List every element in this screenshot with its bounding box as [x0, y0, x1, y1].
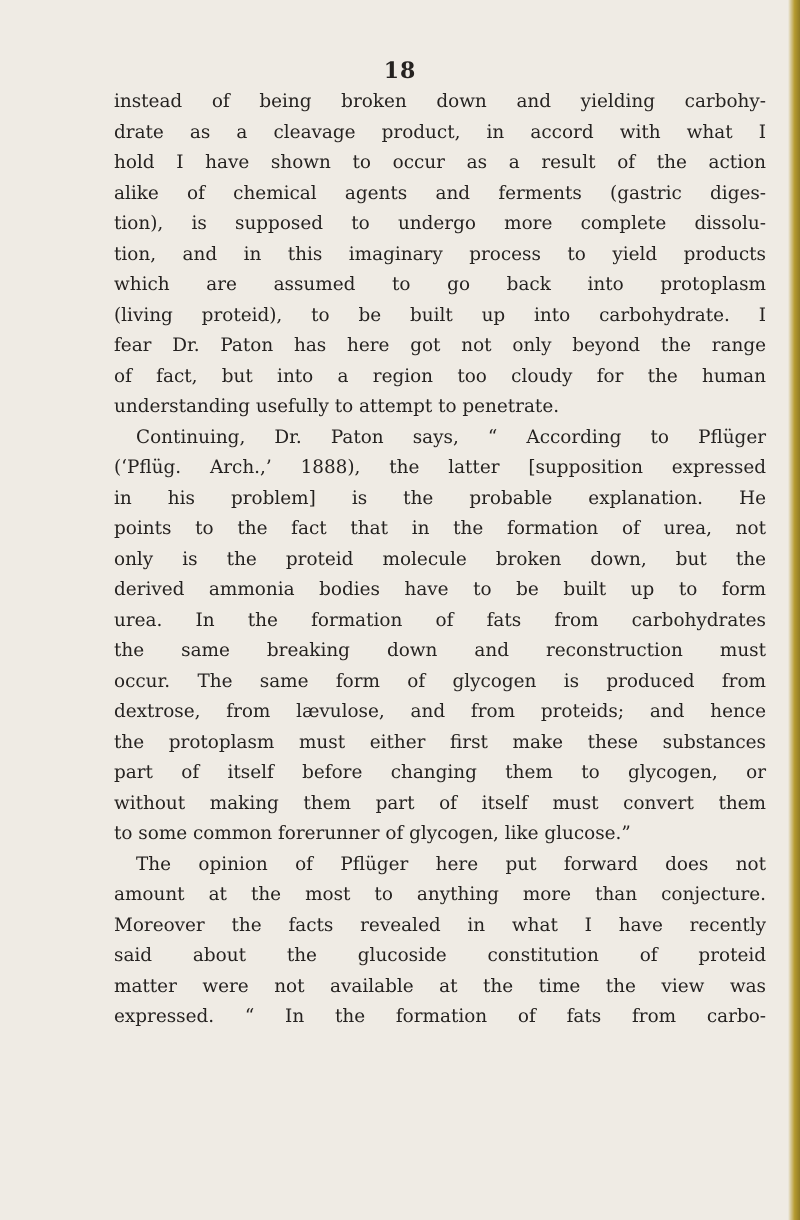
- text-line: Continuing, Dr. Paton says, “ According to Pflüger: [136, 426, 766, 448]
- text-line: tion), is supposed to undergo more complete dissolu-: [114, 213, 766, 234]
- text-line: to some common forerunner of glycogen, like glucose.”: [114, 823, 631, 844]
- text-line: which are assumed to go back into protoplasm: [114, 274, 766, 295]
- text-line: expressed. “ In the formation of fats from carbo-: [114, 1006, 766, 1027]
- text-line: part of itself before changing them to glycogen, or: [114, 762, 766, 783]
- text-line: dextrose, from lævulose, and from proteids; and hence: [114, 701, 766, 722]
- text-line: amount at the most to anything more than conjecture.: [114, 884, 766, 905]
- text-line: of fact, but into a region too cloudy for the human: [114, 365, 766, 387]
- text-line: points to the fact that in the formation of urea, not: [114, 518, 766, 539]
- page-edge-gilt: [788, 0, 800, 1220]
- text-line: The opinion of Pflüger here put forward does not: [136, 853, 766, 875]
- text-line: tion, and in this imaginary process to yield products: [114, 243, 766, 265]
- text-line: the protoplasm must either first make these substances: [114, 731, 766, 753]
- text-line: matter were not available at the time the view was: [114, 975, 766, 997]
- body-text: [114, 87, 766, 1033]
- text-line: fear Dr. Paton has here got not only beyond the range: [114, 335, 766, 356]
- text-line: occur. The same form of glycogen is produced from: [114, 670, 766, 692]
- page-number: 18: [383, 58, 417, 84]
- text-line: in his problem] is the probable explanation. He: [114, 487, 766, 509]
- text-line: urea. In the formation of fats from carbohydrates: [114, 609, 766, 631]
- text-line: said about the glucoside constitution of proteid: [114, 945, 766, 966]
- text-line: understanding usefully to attempt to penetrate.: [114, 396, 560, 417]
- text-line: instead of being broken down and yielding carbohy-: [114, 91, 766, 112]
- text-line: the same breaking down and reconstruction must: [114, 640, 766, 661]
- text-line: derived ammonia bodies have to be built up to form: [114, 579, 766, 600]
- text-line: (living proteid), to be built up into carbohydrate. I: [114, 304, 766, 326]
- text-line: without making them part of itself must convert them: [114, 792, 766, 814]
- text-line: hold I have shown to occur as a result of the action: [114, 152, 766, 173]
- text-line: (‘Pflüg. Arch.,’ 1888), the latter [supposition expressed: [114, 457, 766, 478]
- text-line: drate as a cleavage product, in accord with what I: [114, 121, 766, 143]
- text-line: Moreover the facts revealed in what I have recently: [114, 914, 766, 936]
- text-line: only is the proteid molecule broken down, but the: [114, 548, 766, 570]
- text-line: alike of chemical agents and ferments (gastric diges-: [114, 182, 766, 204]
